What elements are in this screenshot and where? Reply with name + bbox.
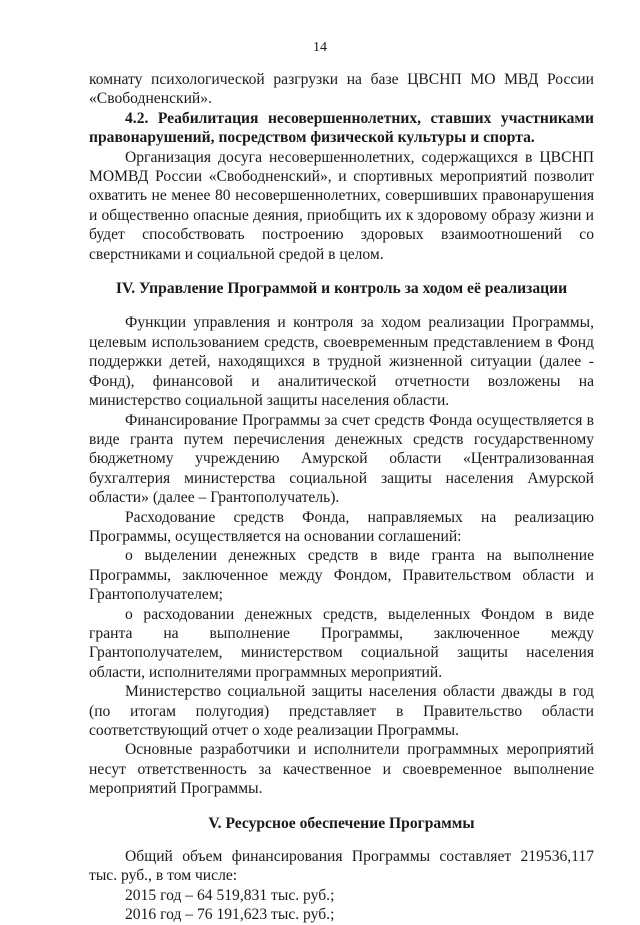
paragraph: Общий объем финансирования Программы составляет 219536,117 тыс. руб., в том числе: <box>89 848 594 885</box>
paragraph: комнату психологической разгрузки на базе ЦВСНП МО МВД России «Свободненский». <box>89 71 594 108</box>
paragraph: Финансирование Программы за счет средств Фонда осуществляется в виде гранта путем перечисления денежных средств государственному бюджетному учреждению Амурской области «Централизованная бухгалтерия министерства социальной защиты населения Амурской области» (далее – Грантополучатель). <box>89 411 594 507</box>
page-number: 14 <box>313 40 327 55</box>
paragraph: Функции управления и контроля за ходом реализации Программы, целевым использованием средств, своевременным представлением в Фонд поддержки детей, находящихся в трудной жизненной ситуации (далее - Фонд), финансовой и аналитической отчетности возложены на министерство социальной защиты населения области. <box>89 314 594 410</box>
list-item: о расходовании денежных средств, выделенных Фондом в виде гранта на выполнение Программы, заключенное между Грантополучателем, министерством социальной защиты населения области, исполнителями программных мероприятий. <box>89 605 594 681</box>
paragraph: Основные разработчики и исполнители программных мероприятий несут ответственность за качественное и своевременное выполнение мероприятий Программы. <box>89 741 594 798</box>
document-body <box>89 70 594 925</box>
funding-line: 2015 год – 64 519,831 тыс. руб.; <box>125 886 335 904</box>
paragraph: Расходование средств Фонда, направляемых на реализацию Программы, осуществляется на основании соглашений: <box>89 508 594 545</box>
subsection-heading: 4.2. Реабилитация несовершеннолетних, ставших участниками правонарушений, посредством физической культуры и спорта. <box>89 109 594 147</box>
paragraph: Министерство социальной защиты населения области дважды в год (по итогам полугодия) представляет в Правительство области соответствующий отчет о ходе реализации Программы. <box>89 683 594 739</box>
paragraph: Организация досуга несовершеннолетних, содержащихся в ЦВСНП МОМВД России «Свободненский», и спортивных мероприятий позволит охватить не менее 80 несовершеннолетних, совершивших правонарушения и общественно опасные деяния, приобщить их к здоровому образу жизни и будет способствовать построению здоровых взаимоотношений со сверстниками и социальной средой в целом. <box>89 148 594 263</box>
section-heading: V. Ресурсное обеспечение Программы <box>208 814 475 832</box>
funding-line: 2016 год – 76 191,623 тыс. руб.; <box>125 906 335 924</box>
section-heading: IV. Управление Программой и контроль за ходом её реализации <box>115 280 568 298</box>
list-item: о выделении денежных средств в виде гранта на выполнение Программы, заключенное между Фондом, Правительством области и Грантополучателем; <box>89 547 594 604</box>
